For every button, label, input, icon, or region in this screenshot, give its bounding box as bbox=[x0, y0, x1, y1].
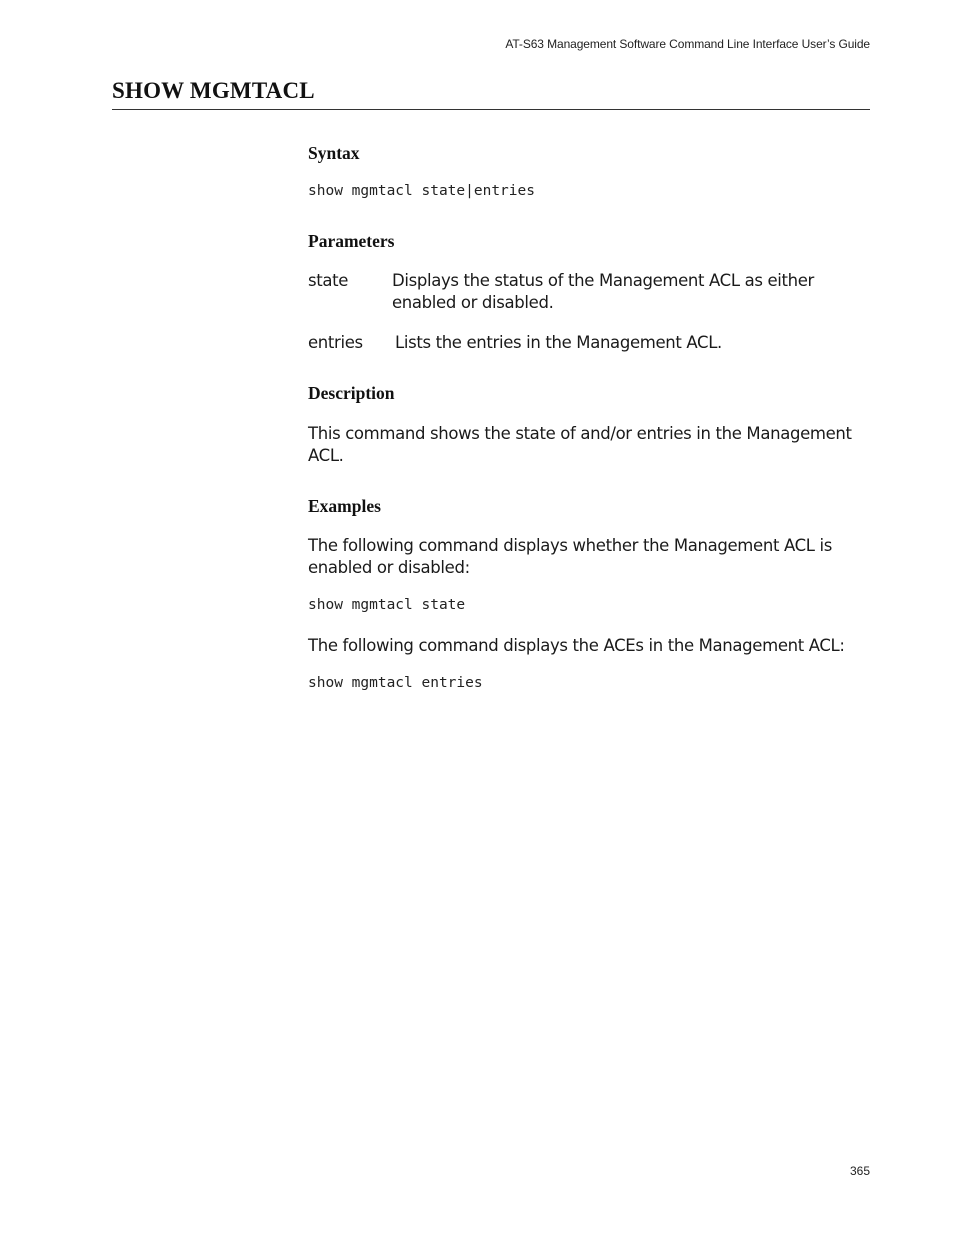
parameters-heading: Parameters bbox=[308, 231, 395, 251]
param-description-entries: Lists the entries in the Management ACL. bbox=[395, 333, 722, 352]
syntax-command: show mgmtacl state|entries bbox=[308, 183, 535, 199]
param-description-state: Displays the status of the Management ACL as either enabled or disabled. bbox=[392, 271, 814, 312]
examples-heading: Examples bbox=[308, 496, 381, 516]
description-text: This command shows the state of and/or entries in the Management ACL. bbox=[308, 424, 852, 465]
syntax-heading: Syntax bbox=[308, 143, 360, 163]
param-name-state: state bbox=[308, 271, 349, 290]
example-1-text: The following command displays whether the Management ACL is enabled or disabled: bbox=[308, 536, 832, 577]
example-2-text: The following command displays the ACEs in the Management ACL: bbox=[308, 636, 845, 655]
running-header: AT-S63 Management Software Command Line Interface User’s Guide bbox=[505, 37, 870, 51]
page-title: SHOW MGMTACL bbox=[112, 78, 315, 103]
description-heading: Description bbox=[308, 383, 395, 403]
example-1-command: show mgmtacl state bbox=[308, 597, 466, 613]
page-number: 365 bbox=[849, 1164, 870, 1178]
example-2-command: show mgmtacl entries bbox=[308, 675, 483, 691]
param-name-entries: entries bbox=[308, 333, 363, 352]
title-divider bbox=[112, 109, 870, 110]
